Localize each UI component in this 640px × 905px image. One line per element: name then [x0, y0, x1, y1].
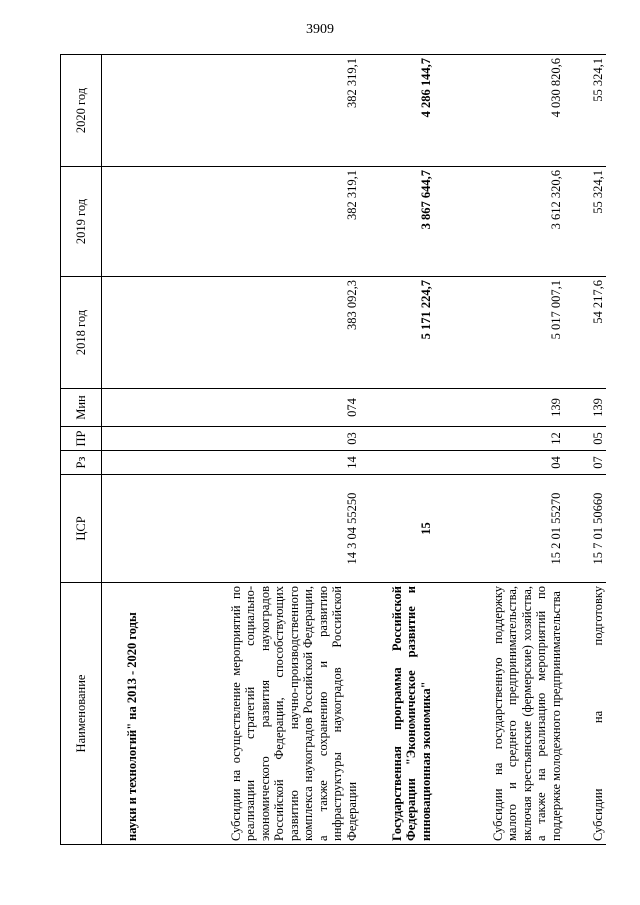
row-pr	[360, 427, 434, 451]
row-2019: 3 612 320,6	[434, 167, 564, 277]
row-name: Субсидии на осуществление мероприятий по реализации стратегий социально-экономического развития наукоградов Российской Федерации, способствующих развитию научно-производственного комплекса наукоградов Российской Федерации, а также сохранению и развитию инфраструктуры наукоградов Российской Федерации	[140, 583, 360, 845]
row-2019	[102, 167, 141, 277]
row-name: Государственная программа Российской Федерации "Экономическое развитие и инновационная экономика"	[360, 583, 434, 845]
budget-table	[60, 54, 606, 845]
header-name: Наименование	[61, 583, 102, 845]
row-csr: 15 2 01 55270	[434, 475, 564, 583]
table-row	[140, 55, 360, 845]
row-csr: 15 7 01 50660	[564, 475, 606, 583]
header-min: Мин	[61, 389, 102, 427]
page-number: 3909	[306, 22, 334, 37]
row-2020: 4 030 820,6	[434, 55, 564, 167]
row-pr: 05	[564, 427, 606, 451]
row-min	[360, 389, 434, 427]
row-rz	[102, 451, 141, 475]
header-2019: 2019 год	[61, 167, 102, 277]
row-rz	[360, 451, 434, 475]
row-2019: 382 319,1	[140, 167, 360, 277]
rotated-table-container	[60, 55, 610, 845]
table-row	[434, 55, 564, 845]
row-2020	[102, 55, 141, 167]
row-name: Субсидии на государственную поддержку малого и среднего предпринимательства, включая крестьянские (фермерские) хозяйства, а также на реализацию мероприятий по поддержке молодежного предпринимательства	[434, 583, 564, 845]
row-csr: 14 3 04 55250	[140, 475, 360, 583]
table-row	[360, 55, 434, 845]
header-csr: ЦСР	[61, 475, 102, 583]
table-row	[102, 55, 141, 845]
row-csr: 15	[360, 475, 434, 583]
row-2020: 4 286 144,7	[360, 55, 434, 167]
row-name: науки и технологий" на 2013 - 2020 годы	[102, 583, 141, 845]
row-pr: 03	[140, 427, 360, 451]
row-pr	[102, 427, 141, 451]
row-rz: 07	[564, 451, 606, 475]
row-2018	[102, 277, 141, 389]
header-rz: Рз	[61, 451, 102, 475]
row-min: 074	[140, 389, 360, 427]
row-2020: 382 319,1	[140, 55, 360, 167]
row-2019: 3 867 644,7	[360, 167, 434, 277]
table-header-row	[61, 55, 102, 845]
row-rz: 04	[434, 451, 564, 475]
row-csr	[102, 475, 141, 583]
row-pr: 12	[434, 427, 564, 451]
row-min: 139	[434, 389, 564, 427]
row-2018: 5 171 224,7	[360, 277, 434, 389]
row-min	[102, 389, 141, 427]
table-row	[564, 55, 606, 845]
row-2018: 383 092,3	[140, 277, 360, 389]
row-min: 139	[564, 389, 606, 427]
header-2018: 2018 год	[61, 277, 102, 389]
row-name: Субсидии на подготовку	[564, 583, 606, 845]
row-2018: 5 017 007,1	[434, 277, 564, 389]
row-2019: 55 324,1	[564, 167, 606, 277]
header-pr: ПР	[61, 427, 102, 451]
row-2020: 55 324,1	[564, 55, 606, 167]
row-rz: 14	[140, 451, 360, 475]
row-2018: 54 217,6	[564, 277, 606, 389]
header-2020: 2020 год	[61, 55, 102, 167]
